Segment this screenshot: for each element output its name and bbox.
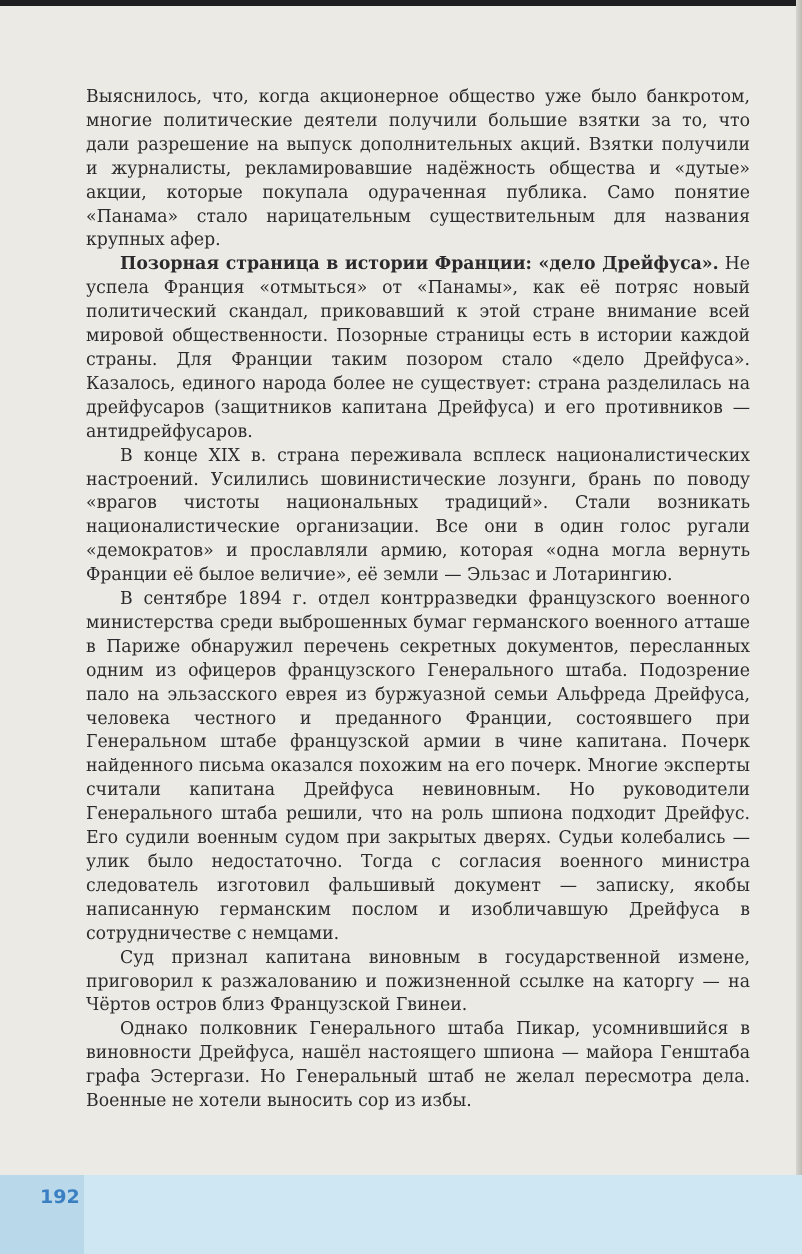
paragraph-1 [86, 86, 750, 253]
paragraph-5 [86, 947, 750, 1019]
top-edge [0, 0, 802, 6]
paragraph-5-text: Суд признал капитана виновным в государственной измене, приговорил к разжалованию и пожизненной ссылке на каторгу — на Чёртов остров близ Французской Гвинеи. [86, 947, 750, 1016]
paragraph-2 [86, 253, 750, 444]
page-right-edge [796, 0, 802, 1254]
paragraph-2-text: Не успела Франция «отмыться» от «Панамы», как её потряс новый политический скандал, приковавший к этой стране внимание всей мировой общественности. Позорные страницы есть в истории каждой страны. Для Франции таким позором стало «дело Дрейфуса». Казалось, единого народа более не существует: страна разделилась на дрейфусаров (защитников капитана Дрейфуса) и его противников — антидрейфусаров. [86, 254, 750, 442]
paragraph-6 [86, 1018, 750, 1114]
paragraph-4 [86, 588, 750, 947]
section-heading: Позорная страница в истории Франции: «дело Дрейфуса». [120, 254, 719, 275]
paragraph-6-text: Однако полковник Генерального штаба Пикар, усомнившийся в виновности Дрейфуса, нашёл настоящего шпиона — майора Генштаба графа Эстергази. Но Генеральный штаб не желал пересмотра дела. Военные не хотели выносить сор из избы. [86, 1019, 750, 1112]
page-body [86, 86, 750, 1114]
paragraph-3 [86, 445, 750, 588]
page-number: 192 [40, 1186, 80, 1208]
footer-band [0, 1175, 802, 1254]
paragraph-3-text: В конце XIX в. страна переживала всплеск националистических настроений. Усилились шовинистические лозунги, брань по поводу «врагов чистоты национальных традиций». Стали возникать националистические организации. Все они в один голос ругали «демократов» и прославляли армию, которая «одна могла вернуть Франции её былое величие», её земли — Эльзас и Лотарингию. [86, 445, 750, 586]
paragraph-1-text: Выяснилось, что, когда акционерное общество уже было банкротом, многие политические деятели получили большие взятки за то, что дали разрешение на выпуск дополнительных акций. Взятки получили и журналисты, рекламировавшие надёжность общества и «дутые» акции, которые покупала одураченная публика. Само понятие «Панама» стало нарицательным существительным для названия крупных афер. [86, 87, 750, 251]
paragraph-4-text: В сентябре 1894 г. отдел контрразведки французского военного министерства среди выброшенных бумаг германского военного атташе в Париже обнаружил перечень секретных документов, пересланных одним из офицеров французского Генерального штаба. Подозрение пало на эльзасского еврея из буржуазной семьи Альфреда Дрейфуса, человека честного и преданного Франции, состоявшего при Генеральном штабе французской армии в чине капитана. Почерк найденного письма оказался похожим на его почерк. Многие эксперты считали капитана Дрейфуса невиновным. Но руководители Генерального штаба решили, что на роль шпиона подходит Дрейфус. Его судили военным судом при закрытых дверях. Судьи колебались — улик было недостаточно. Тогда с согласия военного министра следователь изготовил фальшивый документ — записку, якобы написанную германским послом и изобличавшую Дрейфуса в сотрудничестве с немцами. [86, 589, 750, 944]
